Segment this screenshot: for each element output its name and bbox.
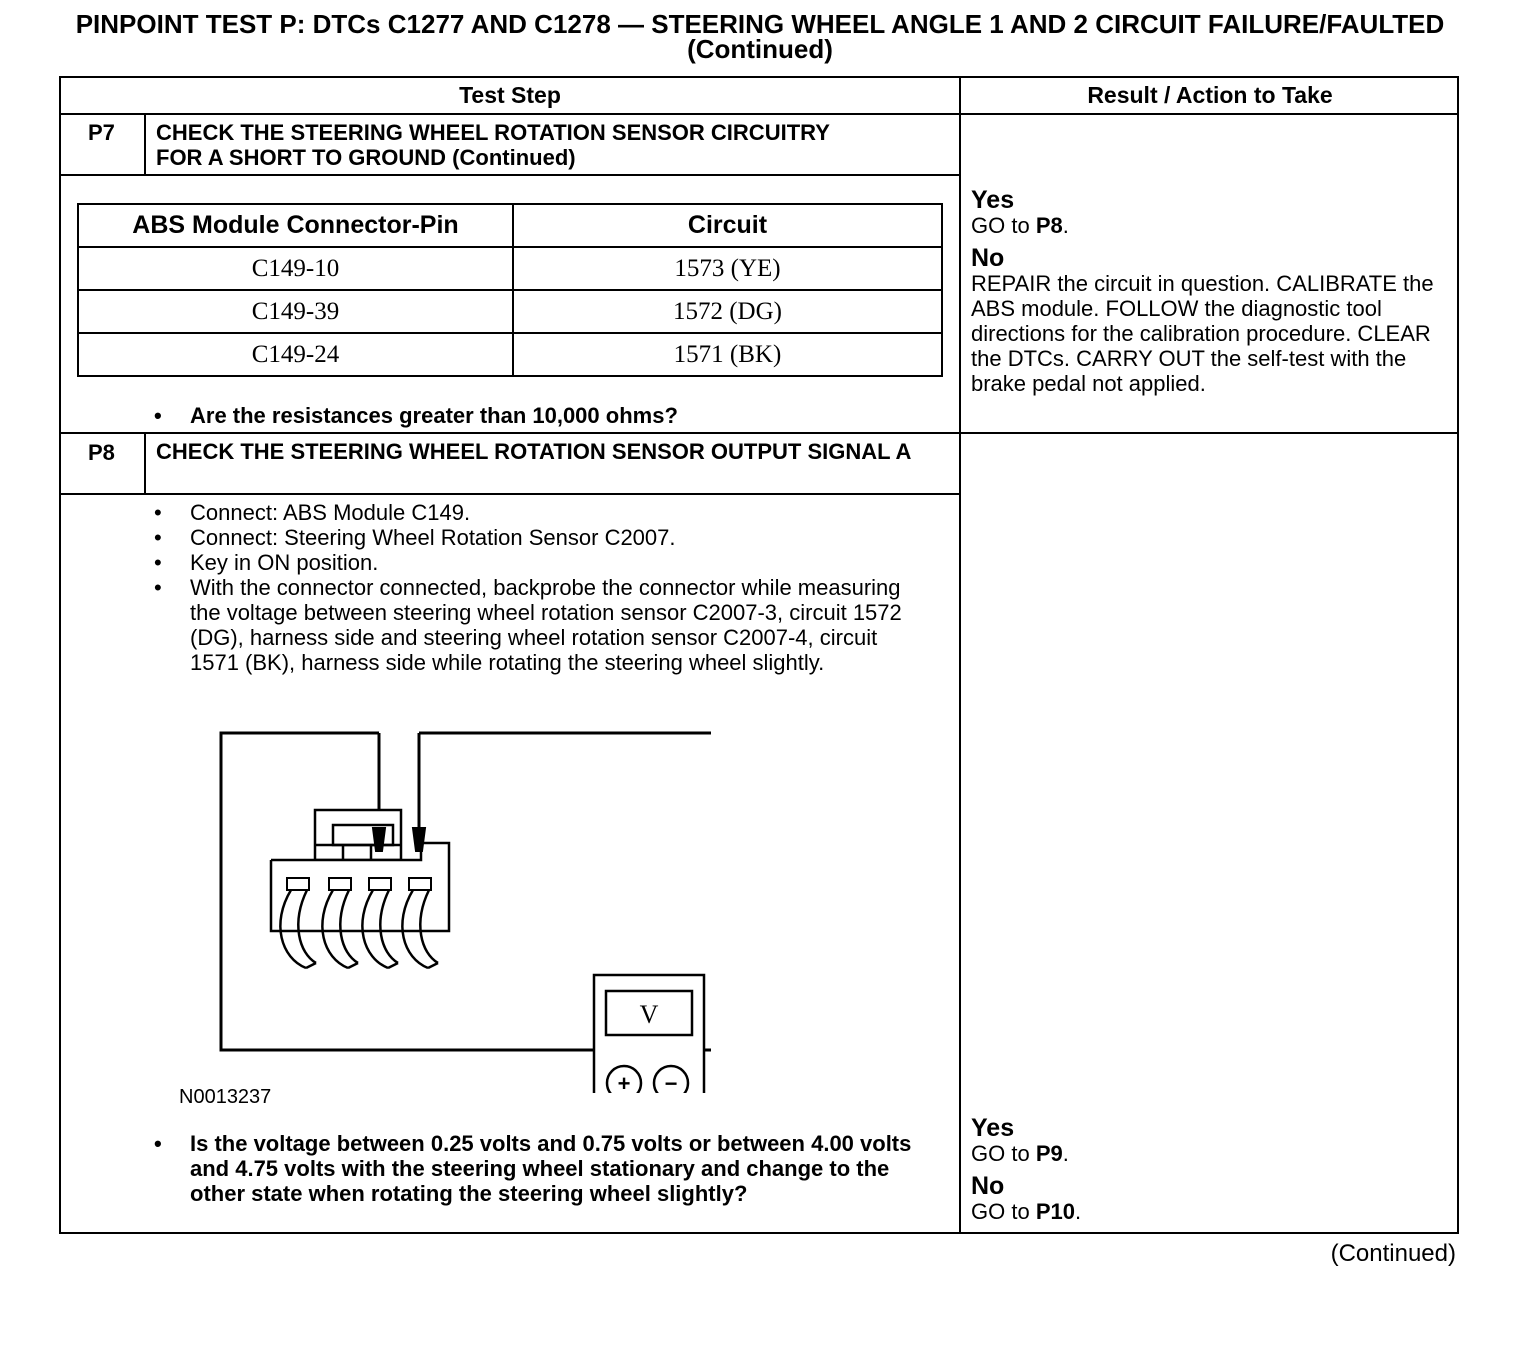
table-cell-pin: C149-24 — [78, 333, 513, 376]
p8-yes-action: GO to P9. — [971, 1141, 1069, 1166]
table-row — [78, 247, 942, 290]
table-header-row — [78, 204, 942, 247]
table-row — [78, 333, 942, 376]
bullet-dot: • — [154, 500, 162, 525]
table-header-pin: ABS Module Connector-Pin — [78, 204, 513, 247]
p8-no-label: No — [971, 1172, 1005, 1200]
table-cell-pin: C149-39 — [78, 290, 513, 333]
p8-step-text: Key in ON position. — [190, 550, 379, 575]
p7-step-id: P7 — [88, 120, 115, 145]
bullet-dot: • — [154, 525, 162, 550]
table-cell-pin: C149-10 — [78, 247, 513, 290]
bullet-dot: • — [154, 575, 162, 600]
meter-plus: + — [617, 1071, 631, 1093]
table-header-circuit: Circuit — [513, 204, 942, 247]
step-id-divider — [144, 434, 146, 494]
p8-yes-label: Yes — [971, 1114, 1015, 1142]
table-row — [78, 290, 942, 333]
p8-step-text: With the connector connected, backprobe the connector while measuring the voltage between steering wheel rotation sensor C2007-3, circuit 1572 (DG), harness side and steering wheel rotation sensor C2007-4, circuit 1571 (BK), harness side while rotating the steering wheel slightly. — [190, 575, 902, 675]
abs-connector-table — [77, 203, 943, 377]
meter-minus: − — [664, 1071, 678, 1093]
header-result: Result / Action to Take — [1087, 82, 1333, 108]
p7-yes-action: GO to P8. — [971, 213, 1069, 238]
p7-result — [971, 188, 1451, 396]
p8-yes-text: GO to — [971, 1141, 1030, 1166]
table-cell-circuit: 1571 (BK) — [513, 333, 942, 376]
bullet-dot: • — [154, 550, 162, 575]
p8-result — [971, 1116, 1451, 1224]
step-divider — [61, 432, 1459, 434]
p8-no-text: GO to — [971, 1199, 1030, 1224]
continued-label: (Continued) — [1330, 1240, 1456, 1267]
p7-question-text: Are the resistances greater than 10,000 ohms? — [190, 403, 678, 428]
p8-no-action: GO to P10. — [971, 1199, 1082, 1224]
header-test-step: Test Step — [459, 82, 561, 108]
voltmeter — [594, 975, 704, 1093]
p7-title-divider — [61, 174, 959, 176]
table-cell-circuit: 1573 (YE) — [513, 247, 942, 290]
table-cell-circuit: 1572 (DG) — [513, 290, 942, 333]
backprobe-diagram — [211, 723, 711, 1093]
p7-yes-text: GO to — [971, 213, 1030, 238]
page-title: PINPOINT TEST P: DTCs C1277 AND C1278 — STEERING WHEEL ANGLE 1 AND 2 CIRCUIT FAILURE/FAULTED (Continued) — [75, 9, 1445, 64]
figure-id: N0013237 — [179, 1086, 272, 1108]
p7-no-action: REPAIR the circuit in question. CALIBRATE the ABS module. FOLLOW the diagnostic tool directions for the calibration procedure. CLEAR the DTCs. CARRY OUT the self-test with the brake pedal not applied. — [971, 271, 1434, 396]
bullet-dot: • — [154, 403, 162, 428]
bullet-dot: • — [154, 1131, 162, 1156]
p8-no-target: P10 — [1035, 1199, 1075, 1224]
p8-yes-target: P9 — [1035, 1141, 1063, 1166]
pinpoint-test-table — [59, 76, 1459, 1234]
header-divider — [61, 113, 1459, 115]
column-divider — [959, 78, 961, 1234]
p7-no-label: No — [971, 244, 1005, 272]
p7-yes-label: Yes — [971, 186, 1015, 214]
p8-step-id: P8 — [88, 440, 115, 465]
p8-step-title: CHECK THE STEERING WHEEL ROTATION SENSOR OUTPUT SIGNAL A — [156, 439, 912, 464]
p7-step-title: CHECK THE STEERING WHEEL ROTATION SENSOR CIRCUITRY FOR A SHORT TO GROUND (Continued) — [156, 120, 830, 170]
step-id-divider — [144, 115, 146, 175]
p8-question-text: Is the voltage between 0.25 volts and 0.75 volts or between 4.00 volts and 4.75 volts with the steering wheel stationary and change to the other state when rotating the steering wheel slightly? — [190, 1131, 912, 1206]
p8-title-divider — [61, 493, 959, 495]
meter-label: V — [639, 1000, 659, 1029]
p8-step-text: Connect: ABS Module C149. — [190, 500, 471, 525]
p7-yes-target: P8 — [1035, 213, 1063, 238]
p8-step-text: Connect: Steering Wheel Rotation Sensor C2007. — [190, 525, 676, 550]
